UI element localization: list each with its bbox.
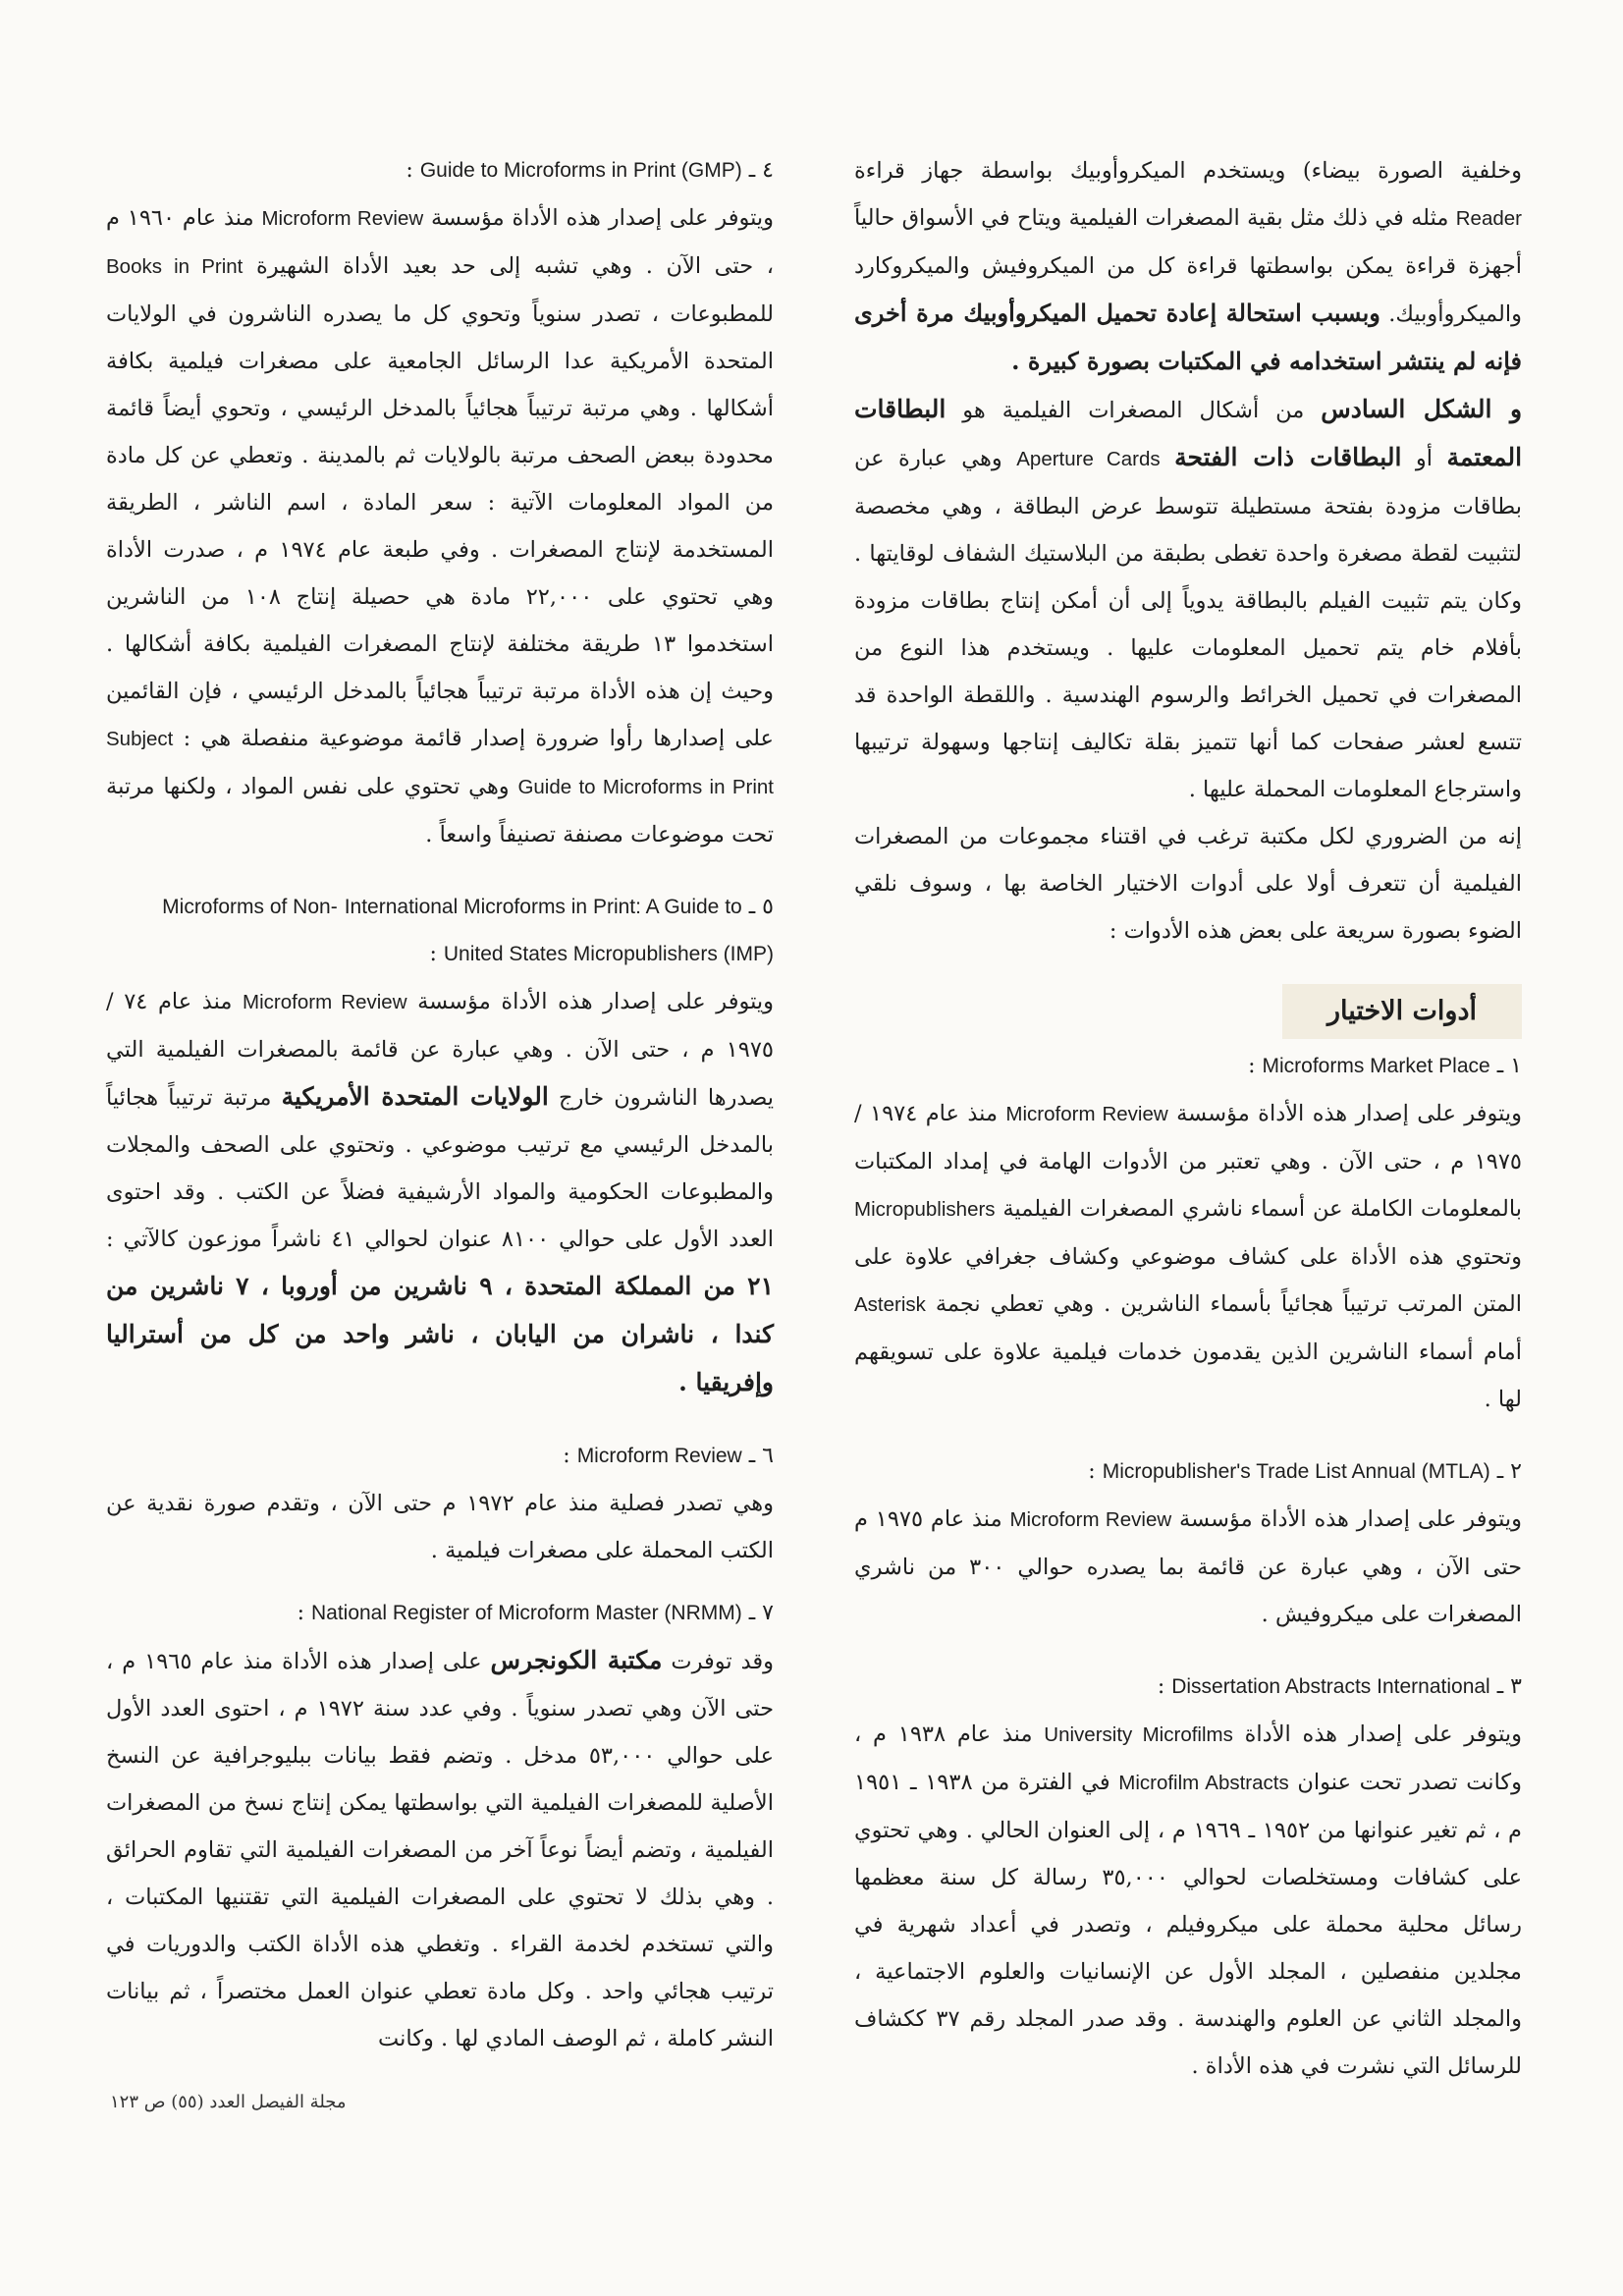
item-5-text: ويتوفر على إصدار هذه الأداة مؤسسة Microform Review منذ عام ٧٤ / ١٩٧٥ م ، حتى الآن . وهي عبارة عن قائمة بالمصغرات الفيلمية التي يصدرها الناشرون خارج الولايات المتحدة الأمريكية مرتبة ترتيباً هجائياً بالمدخل الرئيسي مع ترتيب موضوعي . وتحتوي على الصحف والمجلات والمطبوعات الحكومية والمواد الأرشيفية فضلاً عن الكتب . وقد احتوى العدد الأول على حوالي ٨١٠٠ عنوان لحوالي ٤١ ناشراً موزعون كالآتي : ٢١ من المملكة المتحدة ، ٩ ناشرين من أوروبا ، ٧ ناشرين من كندا ، ناشران من اليابان ، ناشر واحد من كل من أستراليا وإفريقيا . — [106, 989, 775, 1396]
tools-heading: أدوات الاختيار — [1282, 984, 1522, 1039]
item-7-heading: ٧ ـ National Register of Microform Master (NRMM) : — [297, 1601, 774, 1625]
item-4-text: ويتوفر على إصدار هذه الأداة مؤسسة Microform Review منذ عام ١٩٦٠ م ، حتى الآن . وهي تشبه إلى حد بعيد الأداة الشهيرة Books in Print للمطبوعات ، تصدر سنوياً وتحوي كل ما يصدره الناشرون في الولايات المتحدة الأمريكية عدا الرسائل الجامعية على مصغرات فيلمية بكافة أشكالها . وهي مرتبة ترتيباً هجائياً بالمدخل الرئيسي ، وتحوي أيضاً قائمة محدودة ببعض الصحف مرتبة بالولايات ثم بالمدينة . وتعطي عن كل مادة من المواد المعلومات الآتية : سعر المادة ، اسم الناشر ، الطريقة المستخدمة لإنتاج المصغرات . وفي طبعة عام ١٩٧٤ م ، صدرت الأداة وهي تحتوي على ٢٢,٠٠٠ مادة هي حصيلة إنتاج ١٠٨ من الناشرين استخدموا ١٣ طريقة مختلفة لإنتاج المصغرات الفيلمية بكافة أشكالها . وحيث إن هذه الأداة مرتبة ترتيباً هجائياً بالمدخل الرئيسي ، فإن القائمين على إصدارها رأوا ضرورة إصدار قائمة موضوعية منفصلة هي : Subject Guide to Microforms in Print وهي تحتوي على نفس المواد ، ولكنها مرتبة تحت موضوعات مصنفة تصنيفاً واسعاً . — [106, 205, 775, 847]
item-2-heading: ٢ ـ Micropublisher's Trade List Annual (MTLA) : — [1088, 1459, 1522, 1484]
item-6-heading: ٦ ـ Microform Review : — [563, 1444, 774, 1468]
left-column — [106, 147, 774, 2062]
item-1-heading: ١ ـ Microforms Market Place : — [1248, 1054, 1522, 1078]
item-1-text: ويتوفر على إصدار هذه الأداة مؤسسة Microform Review منذ عام ١٩٧٤ / ١٩٧٥ م ، حتى الآن . وهي تعتبر من الأدوات الهامة في إمداد المكتبات بالمعلومات الكاملة عن أسماء ناشري المصغرات الفيلمية Micropublishers وتحتوي هذه الأداة على كشاف موضوعي وكشاف جغرافي علاوة على المتن المرتب ترتيباً هجائياً بأسماء الناشرين . وهي تعطي نجمة Asterisk أمام أسماء الناشرين الذين يقدمون خدمات فيلمية علاوة على تسويقهم لها . — [854, 1101, 1523, 1412]
paragraph-selection-tools-intro: إنه من الضروري لكل مكتبة ترغب في اقتناء مجموعات من المصغرات الفيلمية أن تتعرف أولا على أدوات الاختيار الخاصة بها ، وسوف نلقي الضوء بصورة سريعة على بعض هذه الأدوات : — [854, 824, 1522, 944]
item-2-text: ويتوفر على إصدار هذه الأداة مؤسسة Microform Review منذ عام ١٩٧٥ م حتى الآن ، وهي عبارة عن قائمة بما يصدره حوالي ٣٠٠ من ناشري المصغرات على ميكروفيش . — [854, 1506, 1522, 1627]
paragraph-aperture-cards: و الشكل السادس من أشكال المصغرات الفيلمية هو البطاقات المعتمة أو البطاقات ذات الفتحة Aperture Cards وهي عبارة عن بطاقات مزودة بفتحة مستطيلة تتوسط عرض البطاقة ، وهي مخصصة لتثبيت لقطة مصغرة واحدة تغطى بطبقة من البلاستيك الشفاف لوقايتها . وكان يتم تثبيت الفيلم بالبطاقة يدوياً إلى أن أمكن إنتاج بطاقات مزودة بأفلام خام يتم تحميل المعلومات عليها . ويستخدم هذا النوع من المصغرات في تحميل الخرائط والرسوم الهندسية . واللقطة الواحدة قد تتسع لعشر صفحات كما أنها تتميز بقلة تكاليف إنتاجها وسهولة ترتيبها واسترجاع المعلومات المحملة عليها . — [854, 395, 1523, 802]
item-4-heading: ٤ ـ Guide to Microforms in Print (GMP) : — [406, 158, 774, 183]
item-3-heading: ٣ ـ Dissertation Abstracts International : — [1157, 1674, 1522, 1699]
item-6-text: وهي تصدر فصلية منذ عام ١٩٧٢ م حتى الآن ، وتقدم صورة نقدية عن الكتب المحملة على مصغرات فيلمية . — [106, 1491, 774, 1563]
item-7-text: وقد توفرت مكتبة الكونجرس على إصدار هذه الأداة منذ عام ١٩٦٥ م ، حتى الآن وهي تصدر سنوياً . وفي عدد سنة ١٩٧٢ م ، احتوى العدد الأول على حوالي ٥٣,٠٠٠ مدخل . وتضم فقط بيانات ببليوجرافية عن النسخ الأصلية للمصغرات الفيلمية التي بواسطتها يمكن إنتاج نسخ من المصغرات الفيلمية ، وتضم أيضاً نوعاً آخر من المصغرات الفيلمية التي تقاوم الحرائق . وهي بذلك لا تحتوي على المصغرات الفيلمية التي تقتنيها المكتبات ، والتي تستخدم لخدمة القراء . وتغطي هذه الأداة الكتب والدوريات في ترتيب هجائي واحد . وكل مادة تعطي عنوان العمل مختصراً ، ثم بيانات النشر كاملة ، ثم الوصف المادي لها . وكانت — [106, 1646, 775, 2051]
item-3-text: ويتوفر على إصدار هذه الأداة University Microfilms منذ عام ١٩٣٨ م ، وكانت تصدر تحت عنوان Microfilm Abstracts في الفترة من ١٩٣٨ ـ ١٩٥١ م ، ثم تغير عنوانها من ١٩٥٢ ـ ١٩٦٩ م ، إلى العنوان الحالي . وهي تحتوي على كشافات ومستخلصات لحوالي ٣٥,٠٠٠ رسالة كل سنة معظمها رسائل محلية محملة على ميكروفيلم ، وتصدر في أعداد شهرية في مجلدين منفصلين ، المجلد الأول عن الإنسانيات والعلوم الاجتماعية ، والمجلد الثاني عن العلوم والهندسة . وقد صدر المجلد رقم ٣٧ ككشاف للرسائل التي نشرت في هذه الأداة . — [854, 1722, 1522, 2079]
tools-heading-box — [854, 984, 1522, 1039]
paragraph-microopaque: وخلفية الصورة بيضاء) ويستخدم الميكروأوبيك بواسطة جهاز قراءة Reader مثله في ذلك مثل بقية المصغرات الفيلمية ويتاح في الأسواق حالياً أجهزة قراءة يمكن بواسطتها قراءة كل من الميكروفيش والميكروكارد والميكروأوبيك. وبسبب استحالة إعادة تحميل الميكروأوبيك مرة أخرى فإنه لم ينتشر استخدامه في المكتبات بصورة كبيرة . — [854, 158, 1522, 375]
page-footer: مجلة الفيصل العدد (٥٥) ص ١٢٣ — [110, 2092, 347, 2112]
item-5-heading: ٥ ـ International Microforms in Print: A Guide to Microforms of Non-United States Micropublishers (IMP) : — [162, 895, 774, 966]
right-column — [854, 147, 1522, 2090]
